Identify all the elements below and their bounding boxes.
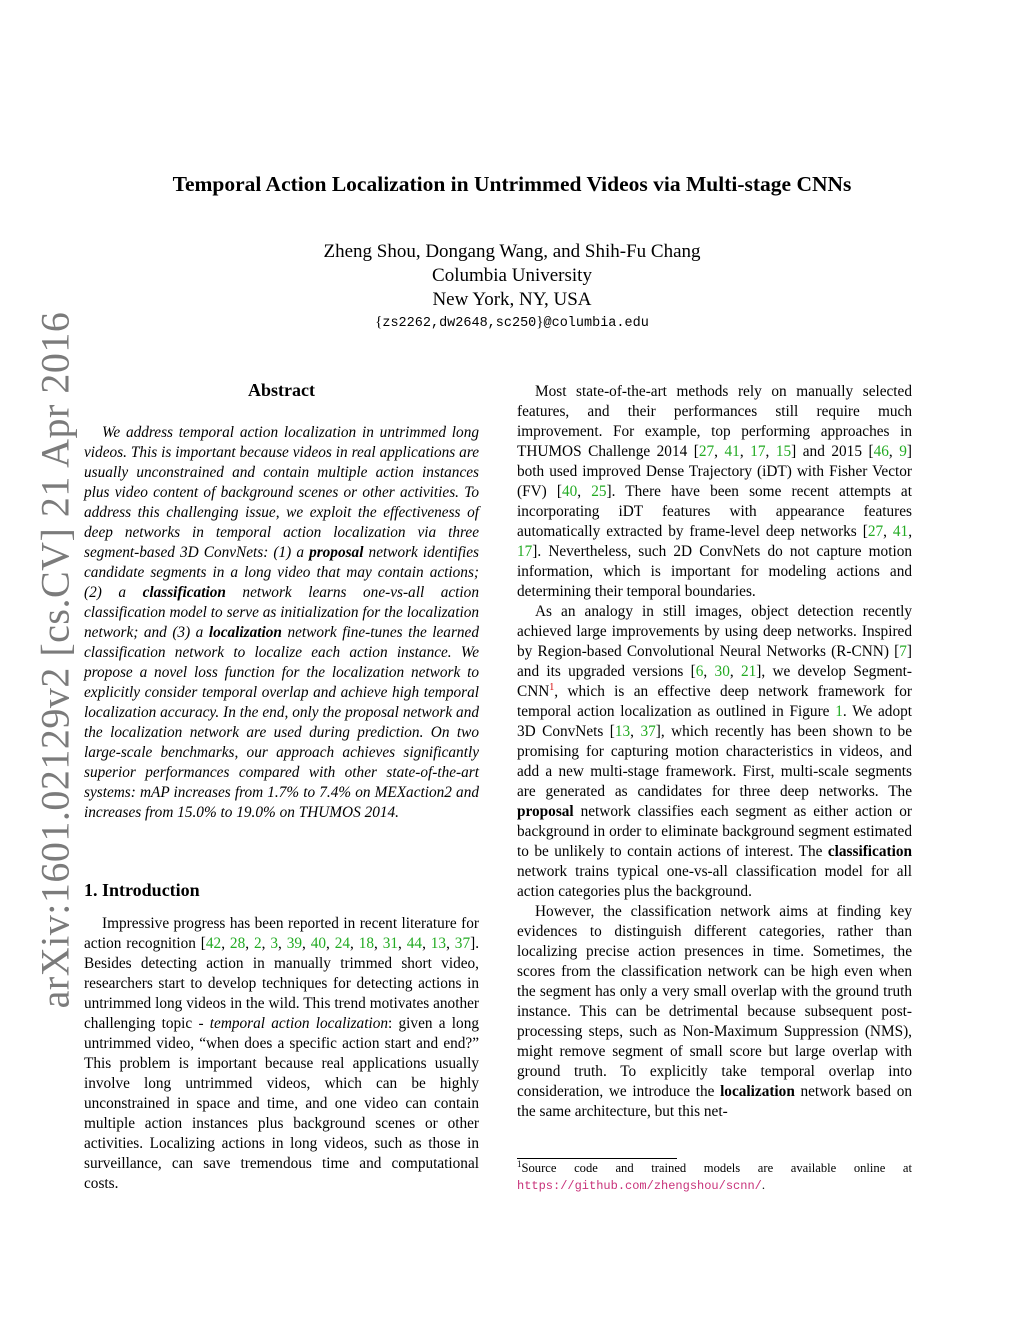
citation-separator: ,	[301, 935, 311, 952]
citation-link[interactable]: 25	[591, 483, 607, 500]
citation-separator: ,	[703, 663, 715, 680]
citation-link[interactable]: 17	[750, 443, 766, 460]
citation-separator: ,	[714, 443, 725, 460]
citation-link[interactable]: 3	[270, 935, 278, 952]
footnote-ref[interactable]: 1	[549, 681, 555, 693]
term-localization: localization	[208, 624, 282, 641]
term-proposal: proposal	[309, 544, 364, 561]
citation-separator: ,	[261, 935, 271, 952]
citation-group	[615, 723, 656, 740]
citation-link[interactable]: 37	[454, 935, 471, 952]
citation-link[interactable]: 18	[358, 935, 375, 952]
paragraph: However, the classification network aims at finding key evidences to distinguish different categories, rather than localizing precise action presences in time. Sometimes, the scores from the classification network can be high even when the segment has only a very small overlap with the ground truth instance. This can be detrimental because subsequent post-processing steps, such as Non-Maximum Suppression (NMS), might remove segment of small score but large overlap with ground truth. To explicitly take temporal overlap into consideration, we introduce the localization network based on the same architecture, but this net-	[517, 903, 912, 1120]
citation-link[interactable]: 41	[892, 523, 909, 540]
affiliation: Columbia University	[432, 265, 592, 286]
author-block	[0, 240, 1024, 312]
term-proposal: proposal	[517, 803, 574, 820]
code-url-link[interactable]: https://github.com/zhengshou/scnn/	[517, 1179, 762, 1193]
arxiv-id: arXiv:1601.02129v2 [cs.CV] 21 Apr 2016	[32, 311, 78, 1009]
citation-separator: ,	[765, 443, 776, 460]
section-heading-introduction: 1. Introduction	[84, 880, 200, 900]
citation-separator: ,	[888, 443, 900, 460]
right-column-body	[517, 382, 912, 1122]
citation-separator: ,	[398, 935, 407, 952]
citation-group	[696, 663, 757, 680]
citation-link[interactable]: 13	[430, 935, 447, 952]
abstract-body: We address temporal action localization in untrimmed long videos. This is important because videos in real applications are usually unconstrained and contain multiple action instances plus video content of background scenes or other activities. To address this challenging issue, we exploit the effectiveness of deep networks in temporal action localization via three segment-based 3D ConvNets: (1) a proposal network identifies candidate segments in a long video that may contain actions; (2) a classification network learns one-vs-all action classification model to serve as initialization for the localization network; and (3) a localization network fine-tunes the learned classification network to localize each action instance. We propose a novel loss function for the localization network to explicitly consider temporal overlap and achieve high temporal localization accuracy. In the end, only the proposal network and the localization network are used during prediction. On two large-scale benchmarks, our approach achieves significantly superior performances compared with other state-of-the-art systems: mAP increases from 1.7% to 7.4% on MEXaction2 and increases from 15.0% to 19.0% on THUMOS 2014.	[84, 424, 479, 821]
citation-separator: ,	[245, 935, 254, 952]
citation-separator: ,	[374, 935, 383, 952]
authors: Zheng Shou, Dongang Wang, and Shih-Fu Chang	[323, 241, 701, 262]
citation-link[interactable]: 27	[867, 523, 884, 540]
citation-separator: ,	[326, 935, 335, 952]
citation-link[interactable]: 15	[775, 443, 792, 460]
citation-link[interactable]: 1	[835, 703, 843, 720]
email-domain: @columbia.edu	[543, 316, 649, 331]
citation-link[interactable]: 37	[640, 723, 656, 740]
citation-link[interactable]: 7	[899, 643, 907, 660]
citation-separator: ,	[221, 935, 230, 952]
citation-link[interactable]: 17	[517, 543, 533, 560]
citation-link[interactable]: 28	[229, 935, 246, 952]
citation-link[interactable]: 46	[873, 443, 889, 460]
citation-separator: ,	[577, 483, 592, 500]
citation-link[interactable]: 44	[406, 935, 423, 952]
email-line	[0, 314, 1024, 331]
citation-link[interactable]: 41	[724, 443, 740, 460]
citation-link[interactable]: 30	[714, 663, 730, 680]
term-classification: classification	[142, 584, 226, 601]
citation-separator: ,	[422, 935, 431, 952]
abstract-heading: Abstract	[248, 380, 315, 400]
term-localization: localization	[720, 1083, 795, 1100]
figure-ref	[835, 703, 843, 720]
term-classification: classification	[827, 843, 912, 860]
citation-link[interactable]: 40	[561, 483, 578, 500]
citation-link[interactable]: 39	[286, 935, 302, 952]
citation-separator: ,	[908, 523, 913, 540]
citation-separator: ,	[729, 663, 741, 680]
citation-link[interactable]: 21	[740, 663, 757, 680]
footnote-rule	[517, 1158, 677, 1159]
citation-group	[899, 643, 907, 660]
footnote: $^1$Source code and trained models are available online at https://github.com/zhengshou/scnn/.	[517, 1158, 912, 1193]
citation-link[interactable]: 9	[899, 443, 907, 460]
citation-link[interactable]: 40	[310, 935, 326, 952]
citation-link[interactable]: 6	[695, 663, 704, 680]
emphasis-term: temporal action localization	[209, 1015, 389, 1032]
citation-separator: ,	[739, 443, 751, 460]
footnote-number: 1	[517, 1158, 522, 1169]
introduction-body: Impressive progress has been reported in recent literature for action recognition [42, 28, 2, 3, 39, 40, 24, 18, 31, 44, 13, 37]. Besides detecting action in manually trimmed short video, researchers start to develop techniques for detecting actions in untrimmed long videos in the wild. This trend motivates another challenging topic - temporal action localization: given a long untrimmed video, “when does a specific action start and end?” This problem is important because real applications usually involve long untrimmed videos, which can be highly unconstrained in space and time, and one video can contain multiple action instances plus background scenes or other activities. Localizing actions in long videos, such as those in surveillance, can save tremendous time and computational costs.	[84, 915, 480, 1192]
citation-link[interactable]: 27	[698, 443, 715, 460]
location: New York, NY, USA	[432, 289, 592, 310]
citation-separator: ,	[446, 935, 455, 952]
citation-group	[206, 935, 470, 952]
citation-separator: ,	[350, 935, 359, 952]
email-brace-open: {	[375, 314, 383, 330]
citation-group	[562, 483, 607, 500]
citation-link[interactable]: 31	[382, 935, 399, 952]
citation-group	[699, 443, 791, 460]
citation-link[interactable]: 13	[614, 723, 631, 740]
email-users: zs2262,dw2648,sc250	[382, 316, 537, 331]
paragraph: As an analogy in still images, object detection recently achieved large improvements by using deep networks. Inspired by Region-based Convolutional Neural Networks (R-CNN) [7] and its upgraded versions [6, 30, 21], we develop Segment-CNN$^1$, which is an effective deep network framework for temporal action localization as outlined in Figure 1. We adopt 3D ConvNets [13, 37], which recently has been shown to be promising for capturing motion characteristics in videos, and add a new multi-stage framework. First, multi-scale segments are generated as candidates for three deep networks. The proposal network classifies each segment as either action or background in order to eliminate background segment estimated to be unlikely to contain actions of interest. The classification network trains typical one-vs-all classification model for all action categories plus the background.	[517, 603, 912, 900]
citation-separator: ,	[277, 935, 287, 952]
citation-group	[874, 443, 907, 460]
citation-separator: ,	[630, 723, 641, 740]
paragraph: Most state-of-the-art methods rely on manually selected features, and their performances still require much improvement. For example, top performing approaches in THUMOS Challenge 2014 [27, 41, 17, 15] and 2015 [46, 9] both used improved Dense Trajectory (iDT) with Fisher Vector (FV) [40, 25]. There have been some recent attempts at incorporating iDT features with appearance features automatically extracted by frame-level deep networks [27, 41, 17]. Nevertheless, such 2D ConvNets do not capture motion information, which is important for modeling actions and determining their temporal boundaries.	[517, 383, 913, 600]
paper-title: Temporal Action Localization in Untrimmed Videos via Multi-stage CNNs	[172, 172, 852, 196]
citation-link[interactable]: 2	[253, 935, 262, 952]
email-brace-close: }	[536, 314, 544, 330]
citation-link[interactable]: 24	[334, 935, 351, 952]
citation-separator: ,	[883, 523, 893, 540]
citation-link[interactable]: 42	[205, 935, 222, 952]
